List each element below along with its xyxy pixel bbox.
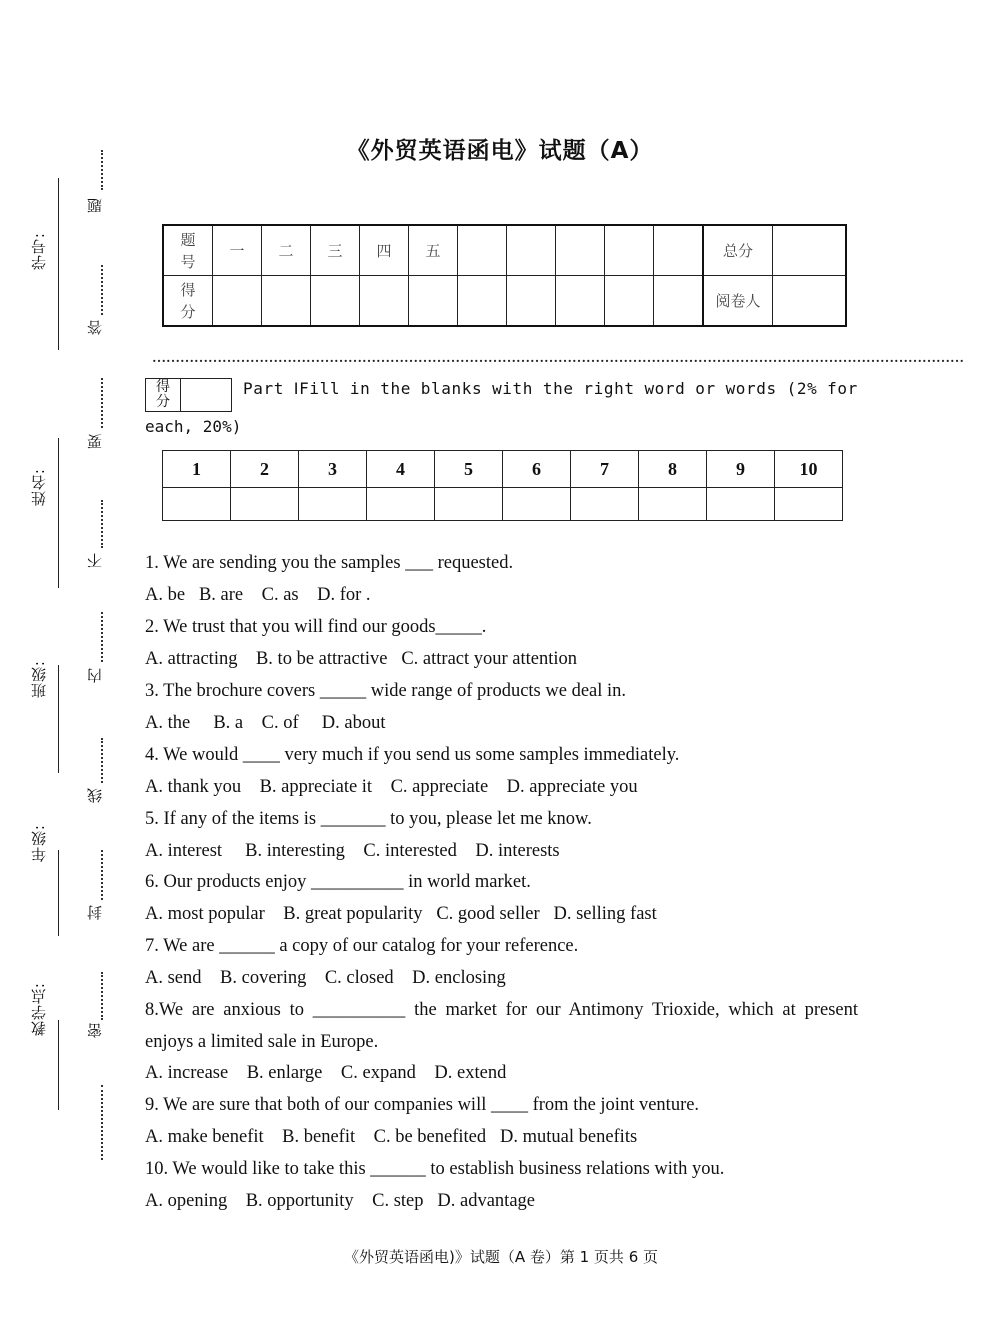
score-col-header: 五 xyxy=(409,225,458,276)
question-options: A. thank you B. appreciate it C. appreciate D. appreciate you xyxy=(145,777,638,797)
total-label: 总分 xyxy=(703,225,773,276)
part-one-heading-continued: each, 20%) xyxy=(145,417,242,436)
seal-dotted-line xyxy=(101,378,103,428)
answer-cell[interactable] xyxy=(435,488,503,521)
score-cell[interactable] xyxy=(360,276,409,327)
question-text: 5. If any of the items is _______ to you, please let me know. xyxy=(145,809,592,829)
answer-number: 2 xyxy=(231,451,299,488)
seal-dotted-line xyxy=(101,265,103,315)
answer-number: 6 xyxy=(503,451,571,488)
question-options: A. make benefit B. benefit C. be benefited D. mutual benefits xyxy=(145,1127,638,1147)
question-options: A. interest B. interesting C. interested D. interests xyxy=(145,841,560,861)
seal-dotted-line xyxy=(101,500,103,548)
score-cell[interactable] xyxy=(605,276,654,327)
question-number-label: 题号 xyxy=(163,225,213,276)
question-text: 7. We are ______ a copy of our catalog for your reference. xyxy=(145,936,579,956)
score-cell[interactable] xyxy=(409,276,458,327)
seal-char: 线 xyxy=(86,788,104,803)
answer-number: 1 xyxy=(163,451,231,488)
question-options: A. be B. are C. as D. for . xyxy=(145,585,371,605)
question-text: 2. We trust that you will find our goods_____. xyxy=(145,617,487,637)
answer-cell[interactable] xyxy=(367,488,435,521)
binding-line xyxy=(58,438,59,588)
seal-char: 密 xyxy=(86,1023,104,1038)
question-options: A. the B. a C. of D. about xyxy=(145,713,386,733)
answer-cell[interactable] xyxy=(163,488,231,521)
part-score-label: 得分 xyxy=(146,379,181,412)
seal-dotted-line xyxy=(101,612,103,662)
seal-dotted-line xyxy=(101,738,103,783)
seal-char: 封 xyxy=(86,905,104,920)
page-footer: 《外贸英语函电)》试题（A 卷）第 1 页共 6 页 xyxy=(343,1248,659,1266)
question-options: A. opening B. opportunity C. step D. advantage xyxy=(145,1191,535,1211)
score-cell[interactable] xyxy=(311,276,360,327)
question-text: 9. We are sure that both of our companies will ____ from the joint venture. xyxy=(145,1095,700,1115)
answer-cell[interactable] xyxy=(639,488,707,521)
answer-cell[interactable] xyxy=(299,488,367,521)
seal-char: 要 xyxy=(86,434,104,449)
score-col-header: 二 xyxy=(262,225,311,276)
answer-number: 8 xyxy=(639,451,707,488)
answer-number: 5 xyxy=(435,451,503,488)
score-cell[interactable] xyxy=(654,276,704,327)
seal-dotted-line xyxy=(101,850,103,900)
score-col-header xyxy=(458,225,507,276)
grade-label: 年级: xyxy=(30,824,48,863)
answer-cell[interactable] xyxy=(775,488,843,521)
question-options: A. most popular B. great popularity C. good seller D. selling fast xyxy=(145,904,657,924)
score-col-header xyxy=(605,225,654,276)
exam-title: 《外贸英语函电》试题（A） xyxy=(346,138,654,164)
question-text: 4. We would ____ very much if you send us some samples immediately. xyxy=(145,745,680,765)
score-col-header xyxy=(556,225,605,276)
question-text: 1. We are sending you the samples ___ requested. xyxy=(145,553,514,573)
score-col-header xyxy=(654,225,704,276)
answer-number: 4 xyxy=(367,451,435,488)
binding-line xyxy=(58,850,59,936)
reviewer-cell[interactable] xyxy=(773,276,847,327)
answer-cell[interactable] xyxy=(503,488,571,521)
score-cell[interactable] xyxy=(213,276,262,327)
seal-char: 答 xyxy=(86,320,104,335)
score-col-header: 四 xyxy=(360,225,409,276)
binding-line xyxy=(58,1020,59,1110)
score-row-label: 得分 xyxy=(163,276,213,327)
part-score-cell[interactable] xyxy=(181,379,232,412)
name-label: 姓名: xyxy=(30,468,48,507)
answer-cell[interactable] xyxy=(231,488,299,521)
answer-cell[interactable] xyxy=(707,488,775,521)
student-id-label: 学号: xyxy=(30,232,48,271)
part-one-heading: Part ⅠFill in the blanks with the right word or words (2% for xyxy=(243,379,858,398)
answer-number: 3 xyxy=(299,451,367,488)
score-cell[interactable] xyxy=(507,276,556,327)
score-cell[interactable] xyxy=(458,276,507,327)
answer-number: 7 xyxy=(571,451,639,488)
total-score-cell[interactable] xyxy=(773,225,847,276)
seal-dotted-line xyxy=(101,972,103,1020)
answer-cell[interactable] xyxy=(571,488,639,521)
question-text: 3. The brochure covers _____ wide range of products we deal in. xyxy=(145,681,627,701)
question-text: 8.We are anxious to __________ the market for our Antimony Trioxide, which at present xyxy=(145,1000,858,1020)
score-col-header xyxy=(507,225,556,276)
score-cell[interactable] xyxy=(556,276,605,327)
question-text-continued: enjoys a limited sale in Europe. xyxy=(145,1032,379,1052)
question-options: A. attracting B. to be attractive C. attract your attention xyxy=(145,649,578,669)
seal-char: 不 xyxy=(86,553,104,568)
part-score-box xyxy=(145,378,232,412)
dotted-separator: ………………………………………………………………………………………………………………………………………………………… xyxy=(152,351,964,366)
reviewer-label: 阅卷人 xyxy=(703,276,773,327)
question-text: 6. Our products enjoy __________ in world market. xyxy=(145,872,531,892)
score-col-header: 三 xyxy=(311,225,360,276)
seal-char: 题 xyxy=(86,198,104,213)
class-label: 班级: xyxy=(30,660,48,699)
question-options: A. increase B. enlarge C. expand D. extend xyxy=(145,1063,507,1083)
binding-line xyxy=(58,178,59,350)
teaching-site-label: 教学点: xyxy=(30,982,48,1037)
answer-number: 10 xyxy=(775,451,843,488)
question-text: 10. We would like to take this ______ to establish business relations with you. xyxy=(145,1159,725,1179)
seal-dotted-line xyxy=(101,1085,103,1160)
answer-table xyxy=(162,450,843,521)
score-cell[interactable] xyxy=(262,276,311,327)
score-col-header: 一 xyxy=(213,225,262,276)
score-table xyxy=(162,224,847,327)
answer-number: 9 xyxy=(707,451,775,488)
binding-line xyxy=(58,665,59,773)
seal-char: 内 xyxy=(86,668,104,683)
question-options: A. send B. covering C. closed D. enclosing xyxy=(145,968,506,988)
